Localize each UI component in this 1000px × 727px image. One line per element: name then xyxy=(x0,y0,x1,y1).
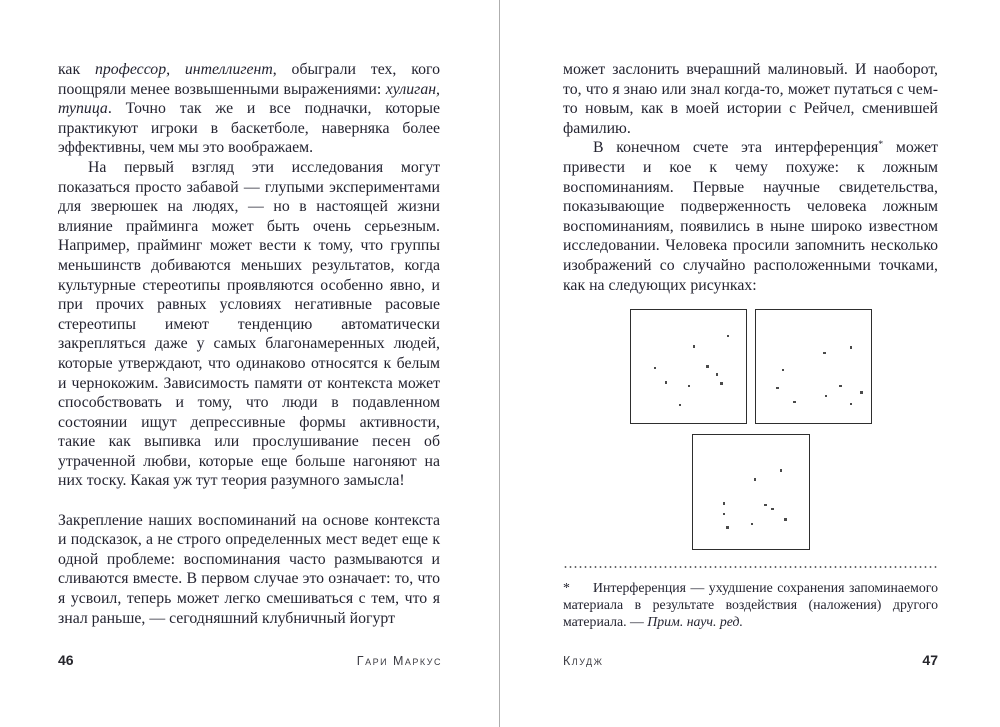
paragraph: На первый взгляд эти исследования могут показаться просто забавой — глупыми экспериментами для зверюшек на людях, — но в настоящей жизни влияние прайминга может быть очень серьезным. Например, прайминг может вести к тому, что группы меньшинств добиваются меньших результатов, когда культурные стереотипы проявляются особенно явно, и при прочих равных условиях негативные расовые стереотипы имеют тенденцию автоматически закрепляться даже у самых благонамеренных людей, которые утверждают, что одинаково относятся к белым и чернокожим. Зависимость памяти от контекста может способствовать и тому, что люди в подавленном состоянии ищут депрессивные формы активности, такие как выпивка или прослушивание песен об утраченной любви, которые еще больше нагоняют на них тоску. Какая уж тут теория разумного замысла! xyxy=(58,158,440,490)
paragraph: В конечном счете эта интерференция* может привести и кое к чему похуже: к ложным воспоминаниям. Первые научные свидетельства, показывающие подверженность человека ложным воспоминаниям, появились в ныне широко известном исследовании. Человека просили запомнить несколько изображений со случайно расположенными точками, как на следующих рисунках: xyxy=(563,139,938,294)
dot xyxy=(723,513,725,515)
dot xyxy=(751,523,753,525)
dot-box-1 xyxy=(630,309,747,424)
figure-row-top xyxy=(563,309,938,424)
dot xyxy=(780,469,782,471)
dot xyxy=(693,345,695,347)
dot xyxy=(726,526,728,528)
dot xyxy=(764,504,766,506)
dot xyxy=(720,382,722,384)
page-right xyxy=(500,0,1000,727)
footnote-text-body: Интерференция — ухудшение сохранения запоминаемого материала в результате воздействия (наложения) другого материала. — Прим. науч. ред. xyxy=(563,580,938,629)
right-footer xyxy=(563,652,938,668)
dot xyxy=(782,369,784,371)
dot xyxy=(654,367,656,369)
page-number-left: 46 xyxy=(58,652,74,668)
dot xyxy=(771,508,773,510)
dot xyxy=(688,385,690,387)
left-footer xyxy=(58,652,442,668)
dot xyxy=(706,365,708,367)
dot xyxy=(850,403,852,405)
dot xyxy=(825,395,827,397)
dot-box-2 xyxy=(755,309,872,424)
dot xyxy=(860,391,862,393)
dot xyxy=(784,518,786,520)
paragraph: Закрепление наших воспоминаний на основе контекста и подсказок, а не строго определенных мест ведет еще к одной проблеме: воспоминания часто размываются и сливаются вместе. В первом случае это означает: то, что я усвоил, теперь может легко смешиваться с тем, что я знал раньше, — сегодняшний клубничный йогурт xyxy=(58,511,440,627)
running-title-author: Гари Маркус xyxy=(356,654,442,668)
right-text xyxy=(563,60,938,295)
dot-box-3 xyxy=(692,434,810,550)
left-text xyxy=(58,60,440,628)
paragraph: может заслонить вчерашний малиновый. И наоборот, то, что я знаю или знал когда-то, может путаться с чем-то новым, как в моей истории с Рейчел, сменившей фамилию. xyxy=(563,61,938,137)
footnote-separator xyxy=(563,566,938,568)
dot xyxy=(850,346,852,348)
dot xyxy=(727,335,729,337)
dot xyxy=(839,385,841,387)
paragraph: как профессор, интеллигент, обыграли тех, кого поощряли менее возвышенными выражениями: хулиган, тупица. Точно так же и все подначки, которые практикуют игроки в баскетболе, наверняка более эффективны, чем мы это воображаем. xyxy=(58,61,440,157)
dot xyxy=(793,401,795,403)
footnote xyxy=(563,566,938,630)
dot xyxy=(754,478,756,480)
figure-row-bottom xyxy=(563,434,938,550)
dot xyxy=(723,502,725,504)
dot xyxy=(716,373,718,375)
running-title-book: Клудж xyxy=(563,654,604,668)
dot-figures xyxy=(563,309,938,550)
dot xyxy=(776,387,778,389)
dot xyxy=(823,352,825,354)
footnote-marker: * xyxy=(563,580,570,595)
page-number-right: 47 xyxy=(922,652,938,668)
dot xyxy=(679,404,681,406)
right-content xyxy=(563,60,938,550)
dot xyxy=(665,381,667,383)
footnote-text xyxy=(563,579,938,630)
